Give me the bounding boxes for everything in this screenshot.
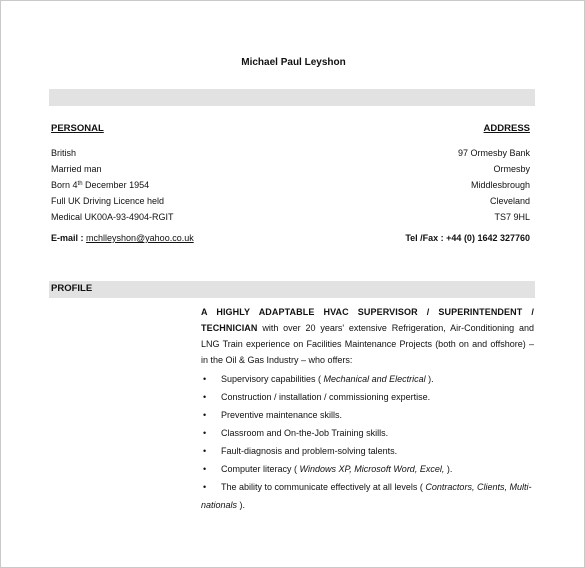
profile-heading: PROFILE <box>51 283 93 294</box>
address-details <box>458 145 530 225</box>
phone-line: Tel /Fax : +44 (0) 1642 327760 <box>405 233 530 243</box>
list-item: • The ability to communicate effectively at all levels ( Contractors, Clients, Multi-nationals ). <box>201 482 532 510</box>
skills-list <box>201 370 534 514</box>
personal-heading: PERSONAL <box>51 123 104 134</box>
personal-line: Full UK Driving Licence held <box>51 196 165 206</box>
address-line: 97 Ormesby Bank <box>457 148 530 158</box>
address-heading: ADDRESS <box>483 123 530 134</box>
personal-line: British <box>51 148 77 158</box>
email-label: E-mail : <box>51 233 87 243</box>
list-item: • Supervisory capabilities ( Mechanical and Electrical ). <box>203 374 434 384</box>
email-link[interactable]: mchlleyshon@yahoo.co.uk <box>86 233 194 243</box>
candidate-name: Michael Paul Leyshon <box>241 57 346 68</box>
profile-summary: A HIGHLY ADAPTABLE HVAC SUPERVISOR / SUPERINTENDENT / TECHNICIAN with over 20 years' extensive Refrigeration, Air-Conditioning and LNG Train experience on Facilities Maintenance Projects (both on and offshore) – in the Oil & Gas Industry – who offers: <box>201 307 534 365</box>
header-divider-bar <box>49 89 535 106</box>
address-line: TS7 9HL <box>494 212 530 222</box>
personal-birth-line: Born 4th December 1954 <box>51 180 150 190</box>
personal-details <box>51 145 174 225</box>
list-item: • Classroom and On-the-Job Training skills. <box>203 428 389 438</box>
address-line: Ormesby <box>493 164 530 174</box>
list-item: • Preventive maintenance skills. <box>203 410 343 420</box>
email-line <box>51 233 194 243</box>
profile-heading-bar <box>49 281 535 298</box>
personal-line: Married man <box>51 164 102 174</box>
address-line: Middlesbrough <box>470 180 530 190</box>
list-item: • Construction / installation / commissioning expertise. <box>203 392 431 402</box>
list-item: • Computer literacy ( Windows XP, Microsoft Word, Excel, ). <box>203 464 453 474</box>
address-line: Cleveland <box>489 196 530 206</box>
list-item: • Fault-diagnosis and problem-solving talents. <box>203 446 398 456</box>
personal-line: Medical UK00A-93-4904-RGIT <box>51 212 174 222</box>
